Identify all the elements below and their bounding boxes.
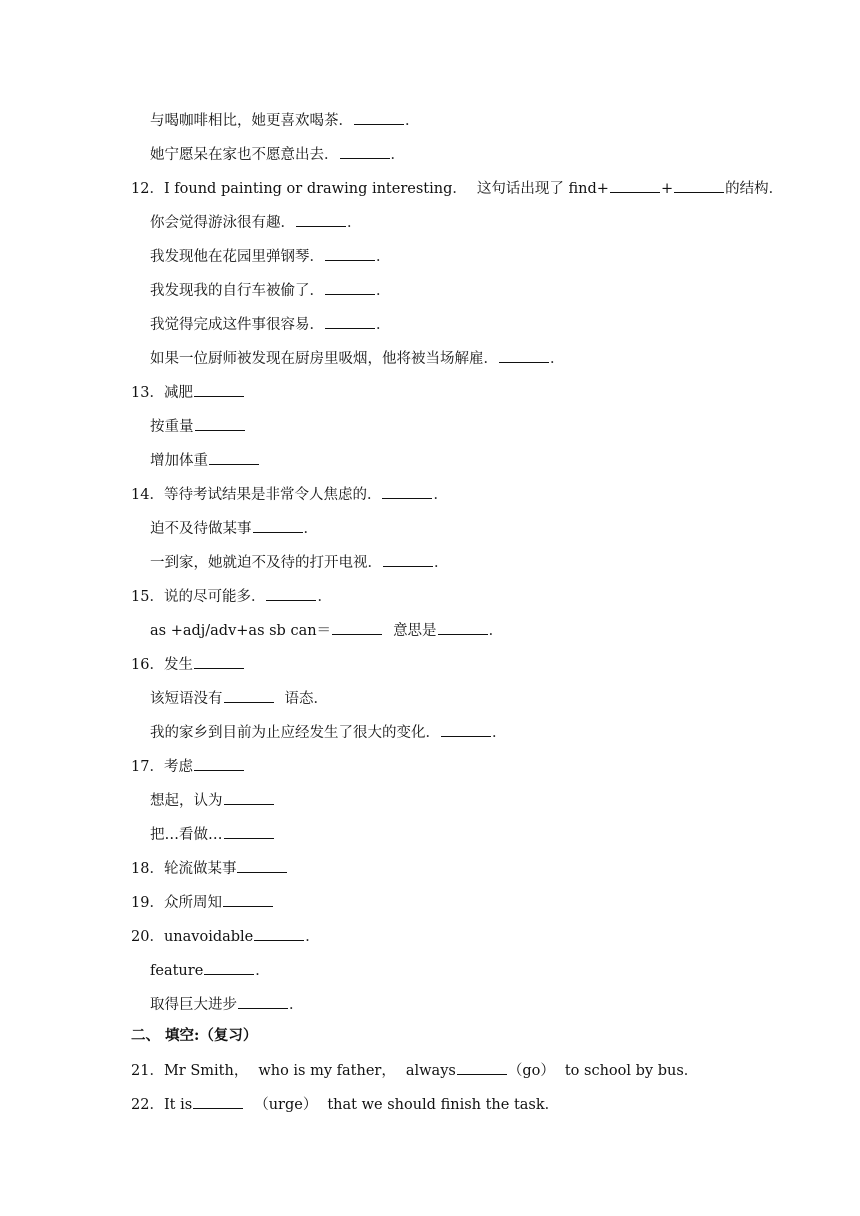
answer-blank[interactable] [223,892,273,907]
answer-blank[interactable] [194,654,244,669]
line-text: （go） [507,1063,555,1079]
answer-blank[interactable] [254,926,304,941]
answer-blank[interactable] [382,484,432,499]
line-text: 22．It is [131,1097,193,1113]
answer-blank[interactable] [383,552,433,567]
line-text: ． [433,487,448,503]
question-line [131,892,274,913]
line-text: ． [390,147,405,163]
question-line [131,178,783,199]
answer-blank[interactable] [266,586,316,601]
line-text: feature [150,963,204,979]
line-text: 取得巨大进步 [150,997,237,1013]
question-line [150,348,565,369]
line-text: ． [405,113,420,129]
answer-blank[interactable] [194,382,244,397]
question-line [150,790,275,811]
line-text: 20．unavoidable [131,929,254,945]
answer-blank[interactable] [354,110,404,125]
question-line [131,926,320,947]
line-text: 如果一位厨师被发现在厨房里吸烟，他将被当场解雇． [150,351,498,367]
answer-blank[interactable] [224,824,274,839]
question-line [150,620,503,641]
question-line [150,518,318,539]
answer-blank[interactable] [441,722,491,737]
question-line [131,858,288,879]
line-text: 18．轮流做某事 [131,861,237,877]
answer-blank[interactable] [238,994,288,1009]
line-text: 按重量 [150,419,194,435]
answer-blank[interactable] [193,1094,243,1109]
line-text: 我觉得完成这件事很容易． [150,317,324,333]
answer-blank[interactable] [237,858,287,873]
question-line [150,314,391,335]
line-text: 意思是 [393,623,437,639]
line-text: 想起，认为 [150,793,223,809]
question-line [150,212,362,233]
line-text: 把…看做… [150,827,223,843]
answer-blank[interactable] [195,416,245,431]
question-line [150,246,391,267]
line-text: ． [492,725,507,741]
line-text: 我发现他在花园里弹钢琴． [150,249,324,265]
line-text: always [405,1063,456,1079]
line-text: 13．减肥 [131,385,193,401]
answer-blank[interactable] [325,246,375,261]
line-text: 你会觉得游泳很有趣． [150,215,295,231]
answer-blank[interactable] [610,178,660,193]
line-text: 21．Mr Smith， [131,1063,249,1079]
line-text: 她宁愿呆在家也不愿意出去． [150,147,339,163]
answer-blank[interactable] [224,790,274,805]
line-text: 该短语没有 [150,691,223,707]
question-line [150,824,275,845]
line-text: + [660,181,674,197]
answer-blank[interactable] [204,960,254,975]
line-text: ． [376,317,391,333]
line-text: 的结构． [725,181,784,197]
answer-blank[interactable] [296,212,346,227]
line-text: ． [434,555,449,571]
answer-blank[interactable] [253,518,303,533]
line-text: ． [347,215,362,231]
line-text: 15．说的尽可能多． [131,589,266,605]
line-text: 12．I found painting or drawing interesting． [131,181,467,197]
line-text: 我的家乡到目前为止应经发生了很大的变化． [150,725,440,741]
answer-blank[interactable] [499,348,549,363]
line-text: as +adj/adv+as sb can＝ [150,623,332,639]
line-text: that we should finish the task． [327,1097,560,1113]
question-line [150,110,420,131]
line-text: （urge） [254,1097,318,1113]
line-text: 16．发生 [131,657,193,673]
line-text: 我发现我的自行车被偷了． [150,283,324,299]
line-text: 一到家，她就迫不及待的打开电视． [150,555,382,571]
line-text: to school by bus． [564,1063,699,1079]
line-text: 语态． [284,691,328,707]
line-text: 19．众所周知 [131,895,222,911]
line-text: 14．等待考试结果是非常令人焦虑的． [131,487,382,503]
answer-blank[interactable] [457,1060,507,1075]
question-line [131,1060,698,1081]
question-line [131,382,245,403]
question-line [131,654,245,675]
answer-blank[interactable] [224,688,274,703]
question-line [131,484,448,505]
answer-blank[interactable] [209,450,259,465]
question-line [150,280,391,301]
question-line [150,450,260,471]
answer-blank[interactable] [194,756,244,771]
line-text: ． [376,249,391,265]
answer-blank[interactable] [674,178,724,193]
question-line [131,586,332,607]
line-text: ． [255,963,270,979]
line-text: ． [305,929,320,945]
line-text: 17．考虑 [131,759,193,775]
question-line [131,756,245,777]
question-line [150,552,449,573]
question-line [150,722,507,743]
line-text: ． [289,997,304,1013]
question-line [150,144,405,165]
line-text: 二、 填空:（复习） [131,1027,258,1044]
question-line [150,416,246,437]
line-text: 迫不及待做某事 [150,521,252,537]
answer-blank[interactable] [325,314,375,329]
line-text: who is my father， [258,1063,396,1079]
line-text: ． [550,351,565,367]
line-text: ． [376,283,391,299]
question-line [150,688,328,709]
answer-blank[interactable] [340,144,390,159]
section-heading [131,1026,257,1046]
question-line [150,960,270,981]
line-text: 这句话出现了 find+ [476,181,609,197]
line-text: 与喝咖啡相比，她更喜欢喝茶． [150,113,353,129]
question-line [131,1094,559,1115]
line-text: 增加体重 [150,453,208,469]
line-text: ． [488,623,504,639]
line-text: ． [303,521,318,537]
answer-blank[interactable] [325,280,375,295]
answer-blank[interactable] [332,620,382,635]
answer-blank[interactable] [438,620,488,635]
question-line [150,994,304,1015]
line-text: ． [317,589,332,605]
